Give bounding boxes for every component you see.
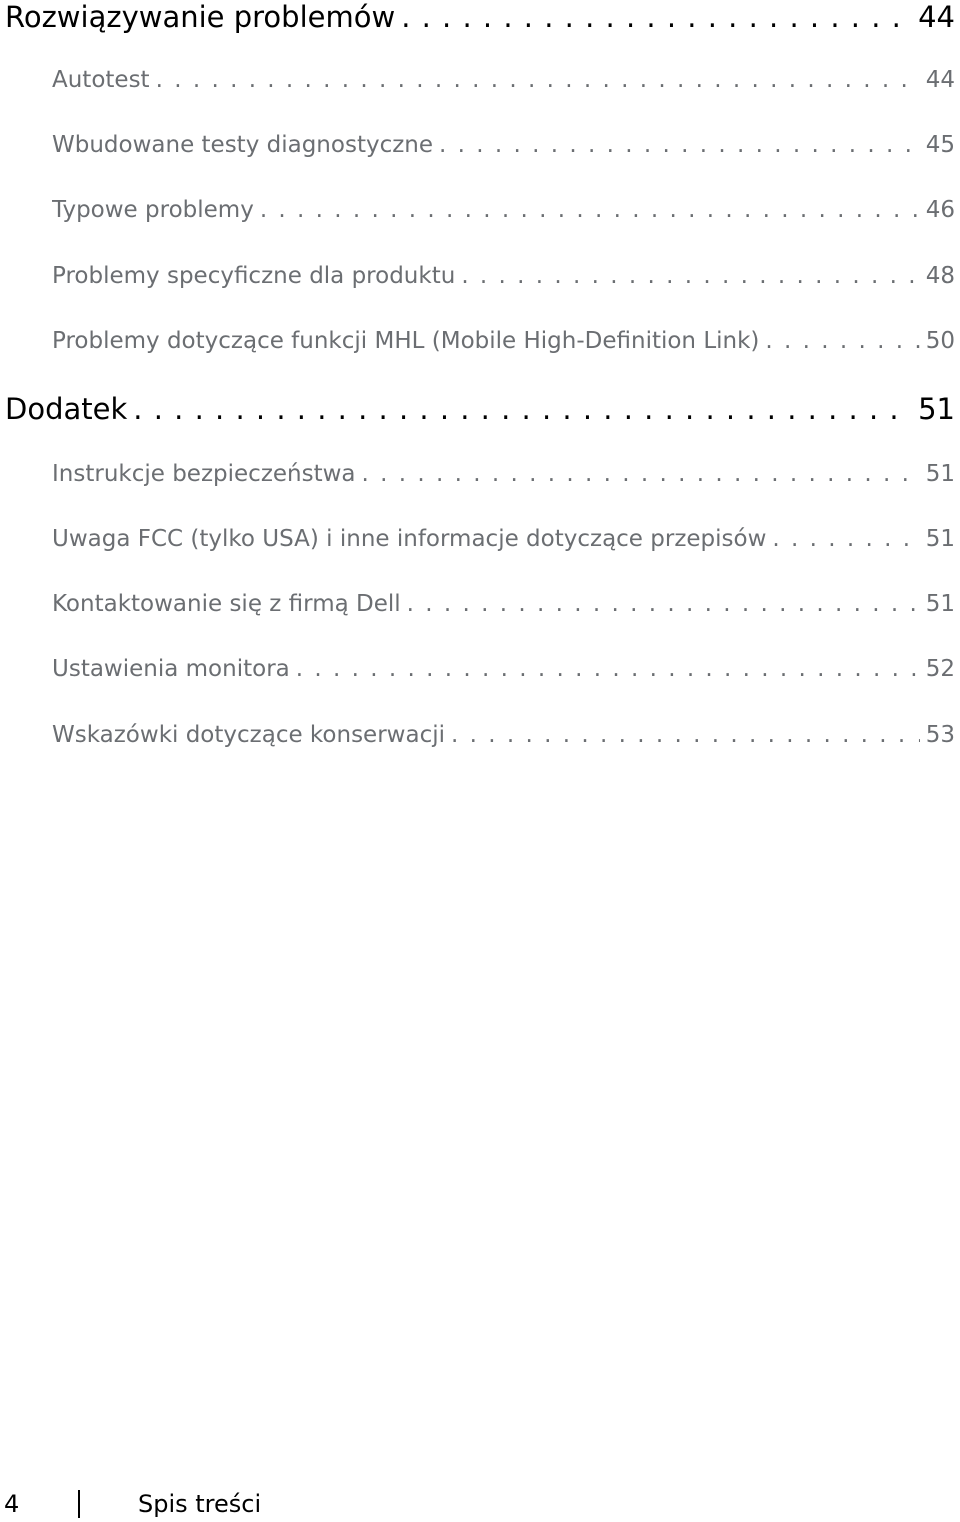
toc-leader-dots (461, 263, 919, 289)
toc-leader-dots (260, 197, 920, 223)
footer-section-title: Spis treści (138, 1490, 262, 1518)
toc-entry-page: 51 (918, 392, 955, 426)
toc-leader-dots (362, 461, 920, 487)
toc-entry-label: Problemy specyficzne dla produktu (52, 263, 456, 289)
toc-entry-product-specific-problems[interactable] (52, 263, 955, 299)
toc-entry-mhl-problems[interactable] (52, 328, 955, 364)
toc-entry-label: Instrukcje bezpieczeństwa (52, 461, 356, 487)
toc-entry-fcc-notice[interactable] (52, 526, 955, 562)
toc-entry-page: 51 (925, 526, 955, 552)
toc-entry-label: Rozwiązywanie problemów (5, 0, 396, 34)
toc-entry-chapter-troubleshooting[interactable] (5, 0, 955, 40)
toc-leader-dots (451, 722, 920, 748)
toc-leader-dots (407, 591, 920, 617)
toc-entry-label: Problemy dotyczące funkcji MHL (Mobile High-Definition Link) (52, 328, 760, 354)
toc-entry-label: Wskazówki dotyczące konserwacji (52, 722, 445, 748)
toc-leader-dots (772, 526, 919, 552)
toc-leader-dots (401, 0, 912, 34)
toc-entry-monitor-setup[interactable] (52, 656, 955, 692)
toc-entry-page: 46 (925, 197, 955, 223)
toc-entry-page: 50 (925, 328, 955, 354)
toc-leader-dots (765, 328, 919, 354)
toc-leader-dots (156, 67, 920, 93)
toc-entry-maintenance-guidelines[interactable] (52, 722, 955, 758)
toc-entry-common-problems[interactable] (52, 197, 955, 233)
toc-entry-label: Wbudowane testy diagnostyczne (52, 132, 434, 158)
toc-entry-label: Kontaktowanie się z firmą Dell (52, 591, 401, 617)
toc-entry-label: Ustawienia monitora (52, 656, 290, 682)
toc-entry-label: Typowe problemy (52, 197, 254, 223)
toc-entry-chapter-appendix[interactable] (5, 392, 955, 432)
footer-page-number: 4 (4, 1490, 20, 1518)
toc-entry-page: 51 (925, 461, 955, 487)
toc-entry-safety-instructions[interactable] (52, 461, 955, 497)
toc-entry-label: Dodatek (5, 392, 128, 426)
toc-leader-dots (133, 392, 912, 426)
toc-leader-dots (296, 656, 920, 682)
toc-leader-dots (439, 132, 920, 158)
toc-entry-self-test[interactable] (52, 67, 955, 103)
page-footer (4, 1486, 261, 1522)
toc-entry-label: Autotest (52, 67, 150, 93)
toc-entry-page: 48 (925, 263, 955, 289)
toc-entry-page: 44 (925, 67, 955, 93)
toc-entry-built-in-diagnostics[interactable] (52, 132, 955, 168)
toc-entry-contacting-dell[interactable] (52, 591, 955, 627)
toc-entry-page: 52 (925, 656, 955, 682)
toc-entry-label: Uwaga FCC (tylko USA) i inne informacje dotyczące przepisów (52, 526, 767, 552)
toc-entry-page: 44 (918, 0, 955, 34)
footer-divider (78, 1490, 80, 1518)
toc-entry-page: 53 (925, 722, 955, 748)
toc-entry-page: 51 (925, 591, 955, 617)
toc-entry-page: 45 (925, 132, 955, 158)
